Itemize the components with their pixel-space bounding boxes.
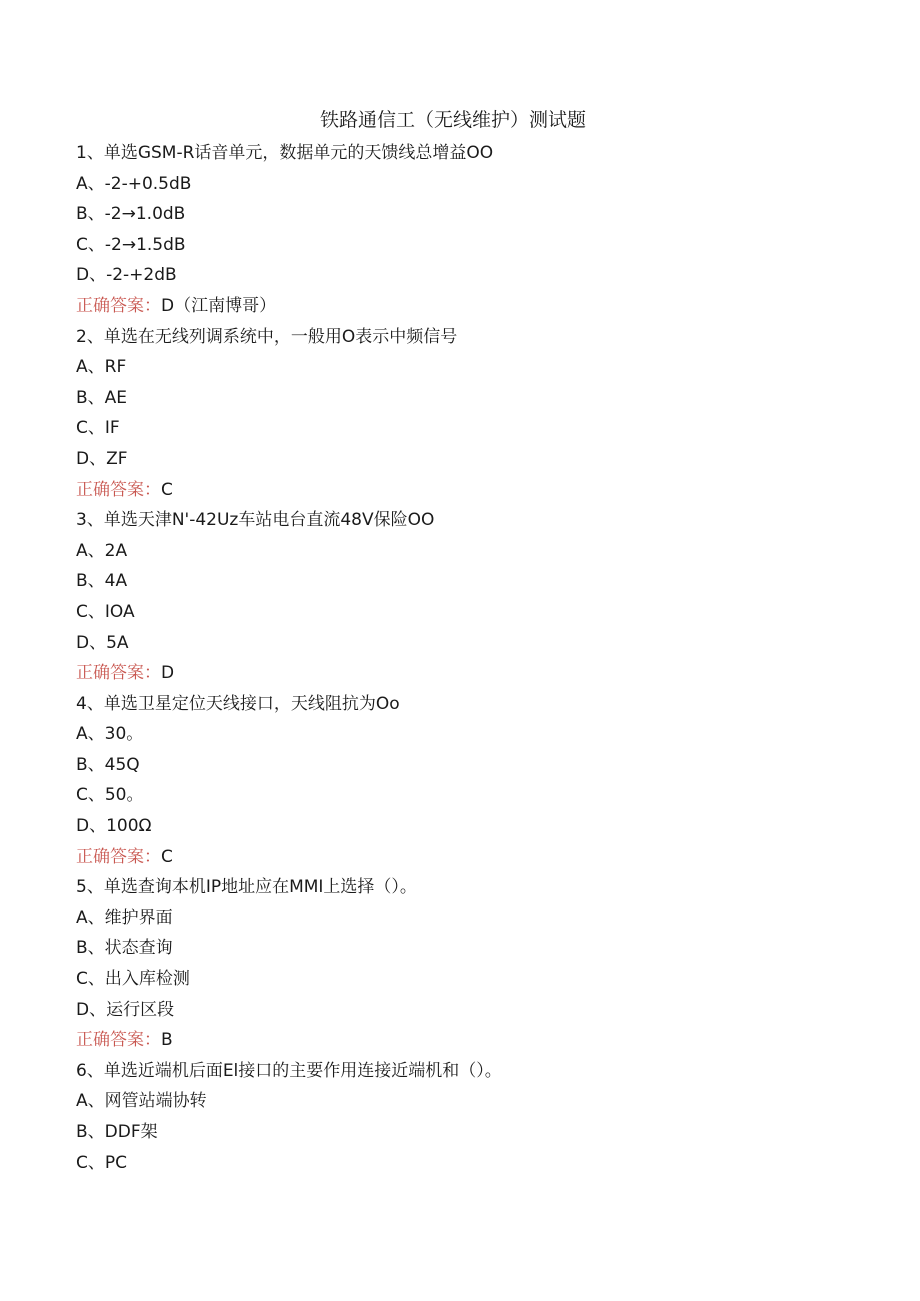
correct-answer	[76, 842, 876, 873]
option-d: D、-2-+2dB	[76, 265, 177, 286]
question-stem: 6、单选近端机后面El接口的主要作用连接近端机和（）。	[76, 1060, 502, 1081]
correct-answer	[76, 291, 876, 322]
page-title: 铁路通信工（无线维护）测试题	[319, 109, 586, 131]
question-stem: 3、单选天津N'-42Uz车站电台直流48V保险OO	[76, 510, 435, 531]
option-a: A、2A	[76, 540, 128, 561]
correct-answer	[76, 1025, 876, 1056]
option-b: B、状态查询	[76, 938, 173, 959]
answer-label: 正确答案：	[76, 295, 161, 316]
option-b: B、4A	[76, 571, 128, 592]
option-b: B、-2→1.0dB	[76, 204, 186, 225]
option-c: C、-2→1.5dB	[76, 234, 186, 255]
option-b: B、45Q	[76, 754, 140, 775]
answer-label: 正确答案：	[76, 846, 161, 867]
option-d: D、运行区段	[76, 999, 175, 1020]
option-d: D、ZF	[76, 448, 128, 469]
answer-label: 正确答案：	[76, 1030, 161, 1051]
option-a: A、-2-+0.5dB	[76, 173, 192, 194]
option-c: C、50。	[76, 785, 144, 806]
option-c: C、PC	[76, 1152, 127, 1173]
answer-value: B	[161, 1030, 173, 1051]
question-stem: 5、单选查询本机IP地址应在MMI上选择（）。	[76, 877, 417, 898]
option-c: C、出入库检测	[76, 969, 190, 990]
question-stem: 1、单选GSM-R话音单元，数据单元的天馈线总增益OO	[76, 143, 494, 163]
option-b: B、DDF架	[76, 1122, 158, 1142]
answer-value: C	[161, 846, 173, 867]
answer-label: 正确答案：	[76, 663, 161, 684]
option-b: B、AE	[76, 387, 128, 408]
correct-answer	[76, 658, 876, 689]
answer-label: 正确答案：	[76, 479, 161, 500]
option-d: D、5A	[76, 632, 129, 653]
option-a: A、RF	[76, 357, 127, 378]
question-list	[76, 138, 876, 1178]
question-stem: 2、单选在无线列调系统中，一般用O表示中频信号	[76, 326, 458, 347]
correct-answer	[76, 475, 876, 506]
answer-value: D（江南博哥）	[161, 295, 277, 316]
option-c: C、IF	[76, 418, 120, 439]
option-c: C、IOA	[76, 601, 135, 622]
option-a: A、维护界面	[76, 907, 173, 928]
question-stem: 4、单选卫星定位天线接口，天线阻抗为Oo	[76, 693, 400, 714]
answer-value: D	[161, 663, 175, 684]
option-d: D、100Ω	[76, 816, 152, 837]
option-a: A、30。	[76, 724, 144, 745]
option-a: A、网管站端协转	[76, 1091, 207, 1112]
answer-value: C	[161, 479, 173, 500]
